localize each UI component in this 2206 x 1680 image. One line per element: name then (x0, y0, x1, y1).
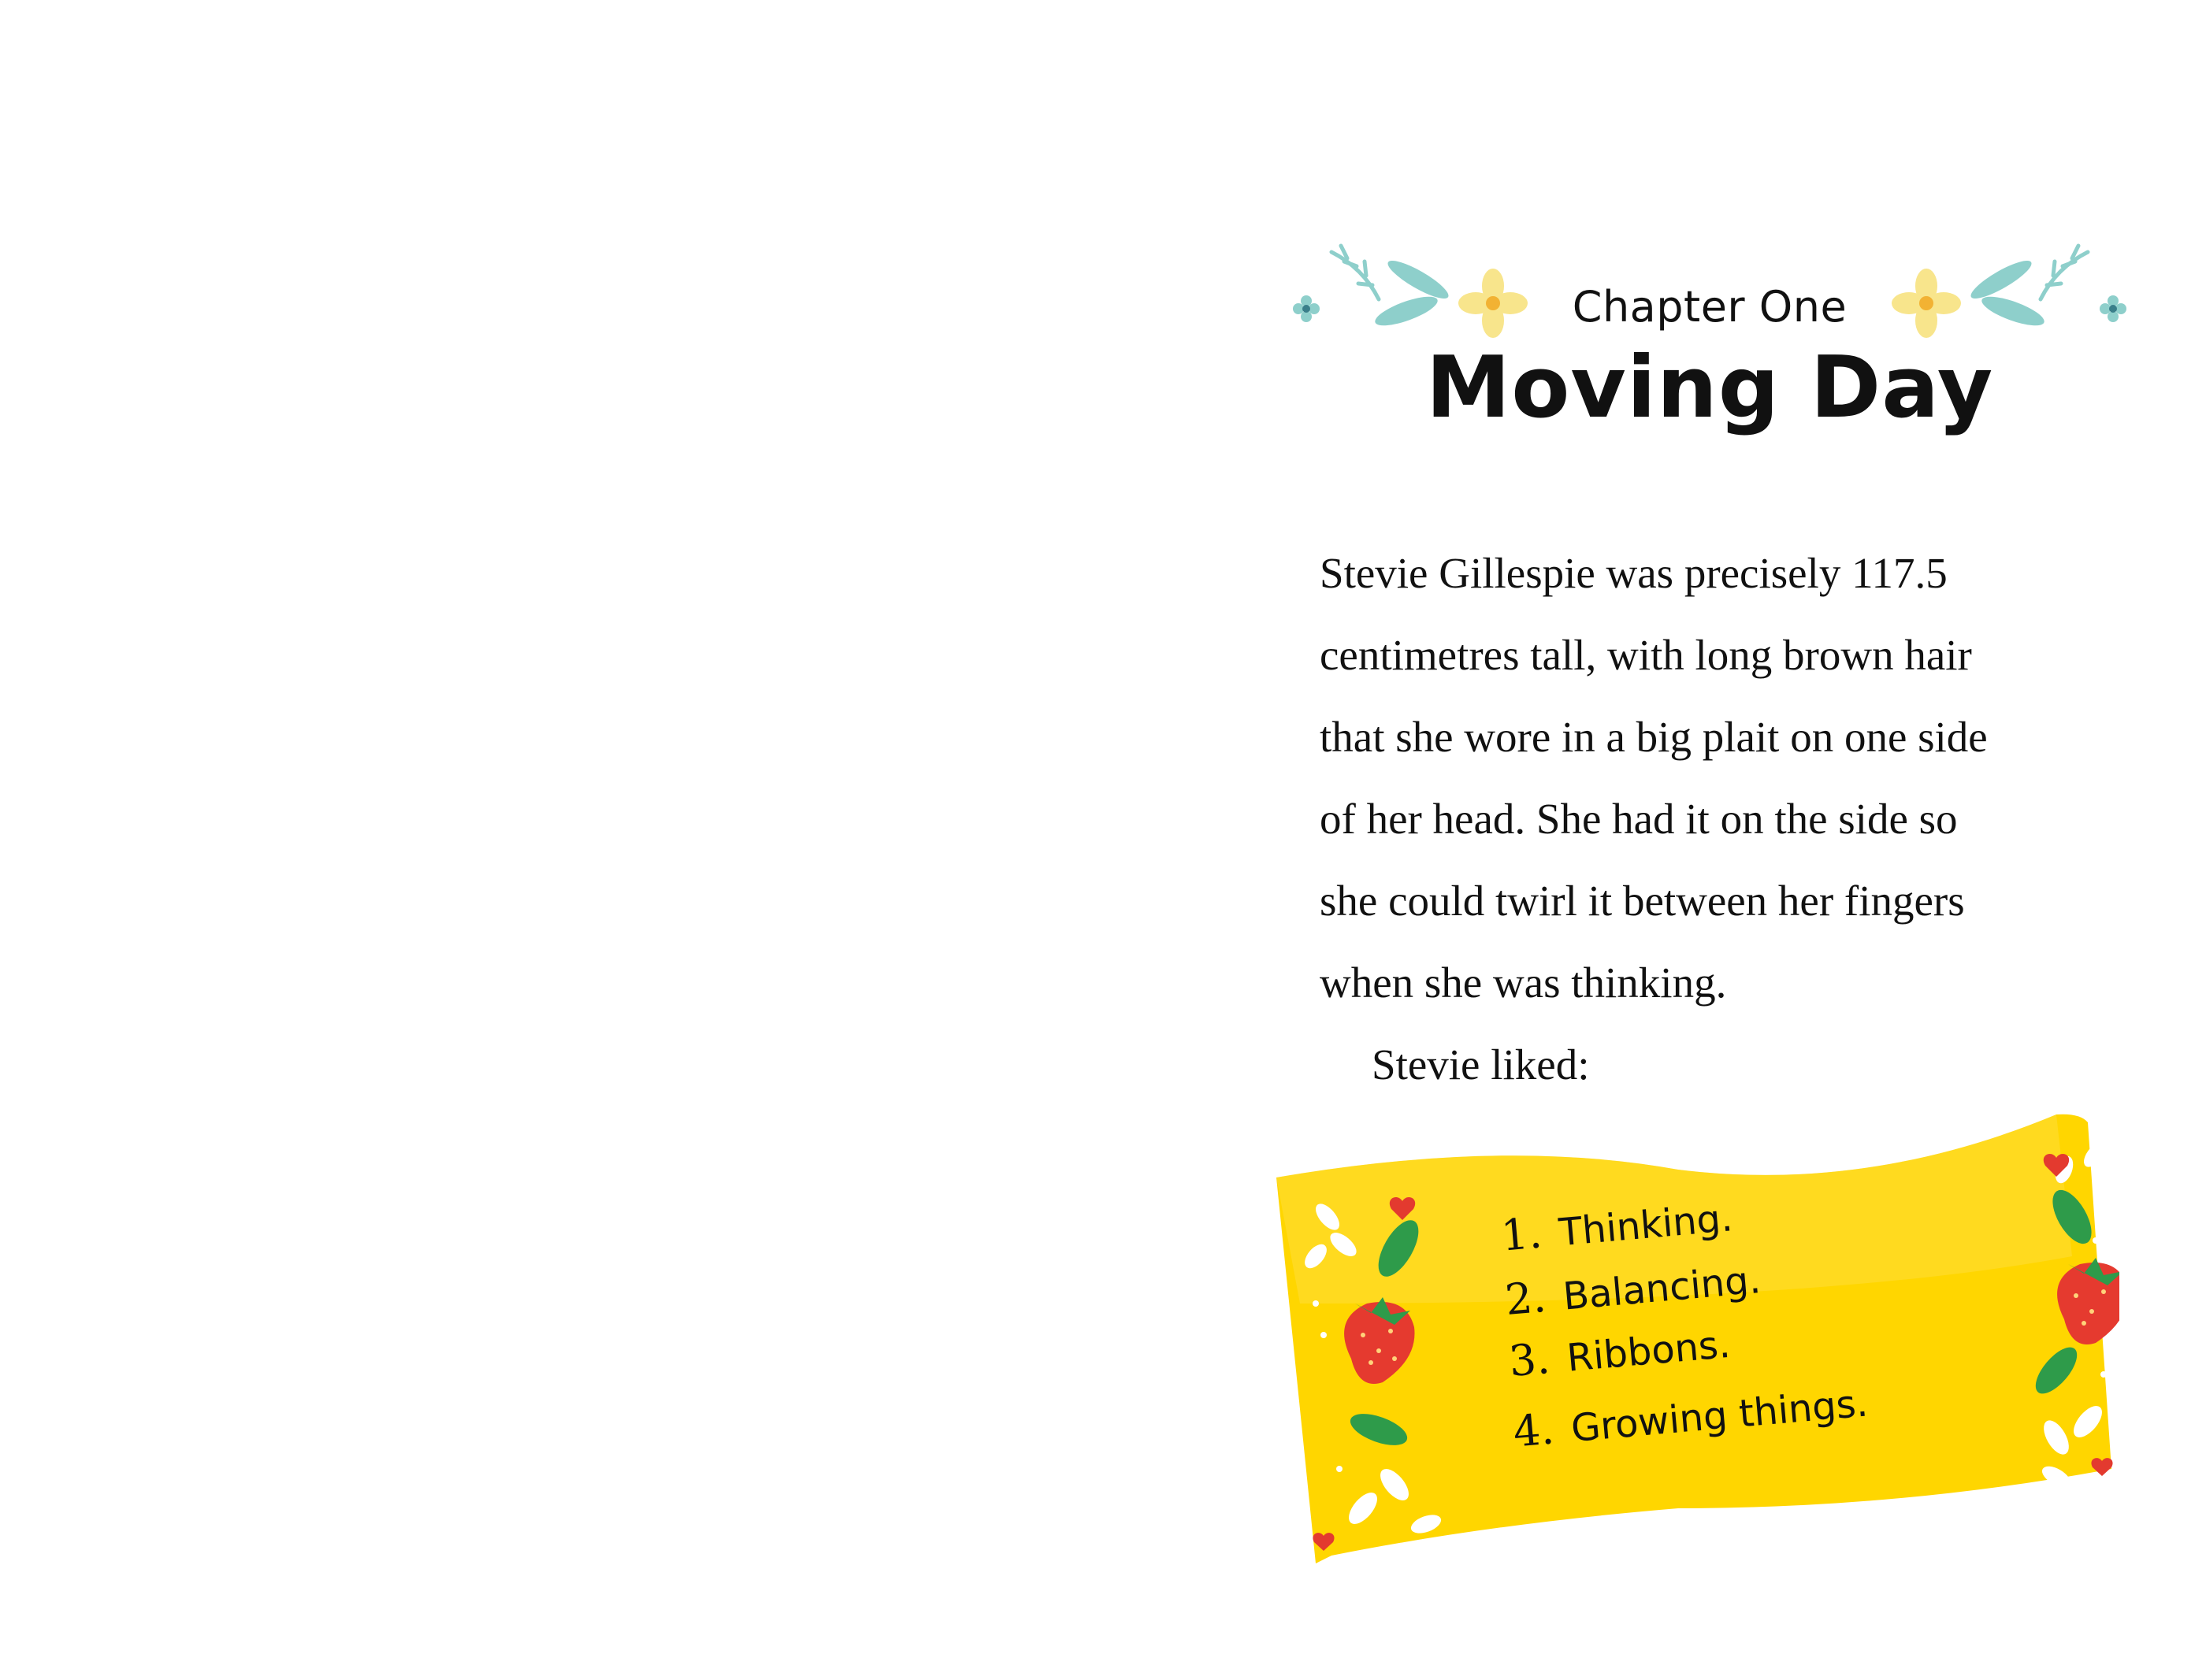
list-item: 4. Growing things. (1511, 1381, 1870, 1457)
body-line: when she was thinking. (1320, 959, 1727, 1007)
likes-banner (1268, 1099, 2119, 1571)
body-line: Stevie Gillespie was precisely 117.5 (1320, 549, 1948, 597)
body-line: of her head. She had it on the side so (1320, 795, 1958, 843)
chapter-title: Moving Day (1425, 339, 1994, 437)
body-paragraph (1320, 532, 2076, 1106)
list-item: 1. Thinking. (1499, 1196, 1735, 1261)
chapter-label: Chapter One (1572, 282, 1848, 332)
body-line: she could twirl it between her fingers (1320, 877, 1965, 925)
right-page (1103, 0, 2206, 1680)
intro-line: Stevie liked: (1372, 1040, 1590, 1088)
chapter-header (1284, 236, 2135, 347)
list-item: 3. Ribbons. (1506, 1322, 1732, 1387)
floral-ornament-icon (1875, 236, 2135, 339)
list-item: 2. Balancing. (1502, 1257, 1762, 1326)
body-line: that she wore in a big plait on one side (1320, 713, 1988, 761)
body-line: centimetres tall, with long brown hair (1320, 631, 1972, 679)
